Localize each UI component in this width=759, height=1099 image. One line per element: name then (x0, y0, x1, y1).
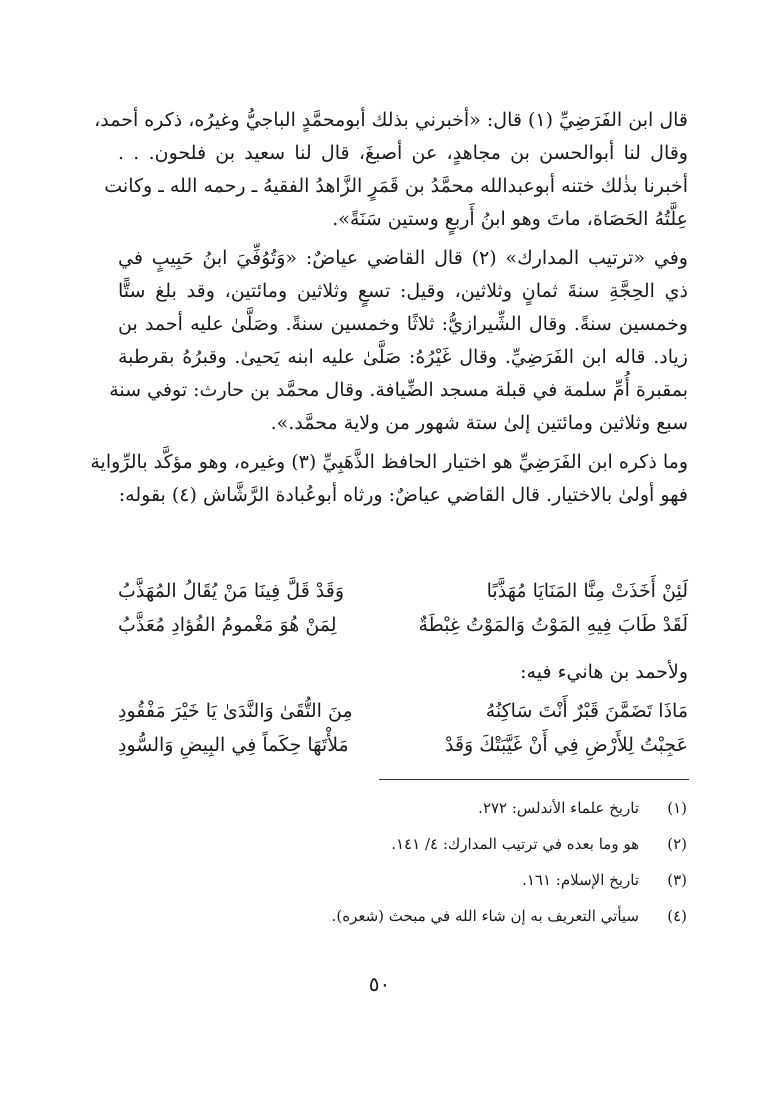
footnotes (127, 790, 687, 934)
hemistich-second: وَقَدْ قَلَّ فِينَا مَنْ يُقَالُ المُهَذَّبُ (118, 580, 345, 602)
text-line: وقال لنا أبوالحسن بن مجاهدٍ، عن أصبغَ، قال لنا سعيد بن فلحون. . . (118, 142, 688, 164)
verse (118, 728, 688, 762)
main-text (90, 104, 688, 512)
hemistich-first: مَاذَا تَضَمَّنَ قَبْرٌ أَنْتَ سَاكِنُهُ (485, 700, 688, 722)
footnote (127, 898, 687, 934)
footnote-separator (379, 779, 689, 780)
text-line: بمقبرة أُمِّ سلمة في قبلة مسجد الضِّيافة. وقال محمَّد بن حارث: توفي سنة (109, 379, 688, 401)
footnote (127, 790, 687, 826)
footnote-number: (١) (667, 799, 687, 817)
hemistich-first: لَئِنْ أَخَذَتْ مِنَّا المَنَايَا مُهَذَّبًا (486, 580, 688, 602)
text-line: وما ذكره ابن الفَرَضِيِّ هو اختيار الحافظ الذَّهَبِيِّ (٣) وغيره، وهو مؤكَّد بالرِّواية (90, 451, 688, 473)
footnote-text: تاريخ علماء الأندلس: ٢٧٢. (478, 799, 639, 817)
footnote-number: (٣) (667, 871, 687, 889)
poem-rashshash (118, 574, 688, 642)
hemistich-second: مَلأْتَهَا حِكَماً فِي البِيضِ وَالسُّودِ (118, 734, 349, 756)
paragraph-dhahabi (90, 446, 688, 512)
text-line: ذي الحِجَّةِ سنةَ ثمانٍ وثلاثين، وقيل: تسعٍ وثلاثين ومائتين، وقد بلغ ستًّا (118, 280, 688, 302)
footnote-number: (٤) (667, 907, 687, 925)
text-line: عِلَّتُهُ الحَصَاة، ماتَ وهو ابنُ أَربعٍ وستين سَنَةً». (332, 208, 688, 230)
text-line: وفي «ترتيب المدارك» (٢) قال القاضي عياضٌ: «وَتُوُفِّيَ ابنُ حَبِيبٍ في (118, 247, 688, 269)
text-line: أخبرنا بذٰلك ختنه أبوعبدالله محمَّدُ بن قَمَرٍ الزَّاهدُ الفقيهُ ـ رحمه الله ـ وكانت (104, 175, 688, 197)
footnote-text: هو وما بعده في ترتيب المدارك: ٤/ ١٤١. (391, 835, 639, 853)
hemistich-first: لَقَدْ طَابَ فِيهِ المَوْتُ وَالمَوْتُ غِبْطَةٌ (418, 614, 688, 636)
footnote-text: سيأتي التعريف به إن شاء الله في مبحث (شعره). (331, 907, 639, 925)
footnote-text: تاريخ الإسلام: ١٦١. (522, 871, 639, 889)
page-number: ٥٠ (368, 972, 391, 996)
text-line: قال ابن الفَرَضِيِّ (١) قال: «أخبرني بذلك أبومحمَّدٍ الباجيُّ وغيرُه، ذكره أحمد، (94, 109, 688, 131)
footnote (127, 826, 687, 862)
hemistich-second: لِمَنْ هُوَ مَغْمومُ الفُؤادِ مُعَذَّبُ (118, 614, 337, 636)
text-line: سبع وثلاثين ومائتين إلىٰ ستة شهور من ولاية محمَّد.». (270, 412, 688, 434)
verse (118, 694, 688, 728)
hemistich-first: عَجِبْتُ لِلأَرْضِ فِي أَنْ غَيَّبَتْكَ وَقَدْ (445, 734, 688, 756)
poem-ahmad-ibn-hani (118, 694, 688, 762)
footnote-number: (٢) (667, 835, 687, 853)
poem-intro: ولأحمد بن هانيء فيه: (520, 661, 688, 683)
verse (118, 574, 688, 608)
verse (118, 608, 688, 642)
paragraph-ibn-faradi (94, 104, 688, 236)
text-line: فهو أولىٰ بالاختيار. قال القاضي عياضٌ: ورثاه أبوعُبادة الرَّشَّاش (٤) بقوله: (118, 484, 688, 506)
hemistich-second: مِنَ التُّقَىٰ وَالنَّدَىٰ يَا خَيْرَ مَفْقُودِ (118, 700, 353, 722)
text-line: زياد. قاله ابن الفَرَضِيِّ. وقال غَيْرُهُ: صَلَّىٰ عليه ابنه يَحيىٰ. وقبرُهُ بقرطبة (118, 346, 688, 368)
footnote (127, 862, 687, 898)
text-line: وخمسين سنةً. وقال الشِّيرازيُّ: ثلاثًا وخمسين سنةً. وصَلَّىٰ عليه أحمد بن (118, 313, 688, 335)
paragraph-tartib-madarik (109, 242, 688, 440)
